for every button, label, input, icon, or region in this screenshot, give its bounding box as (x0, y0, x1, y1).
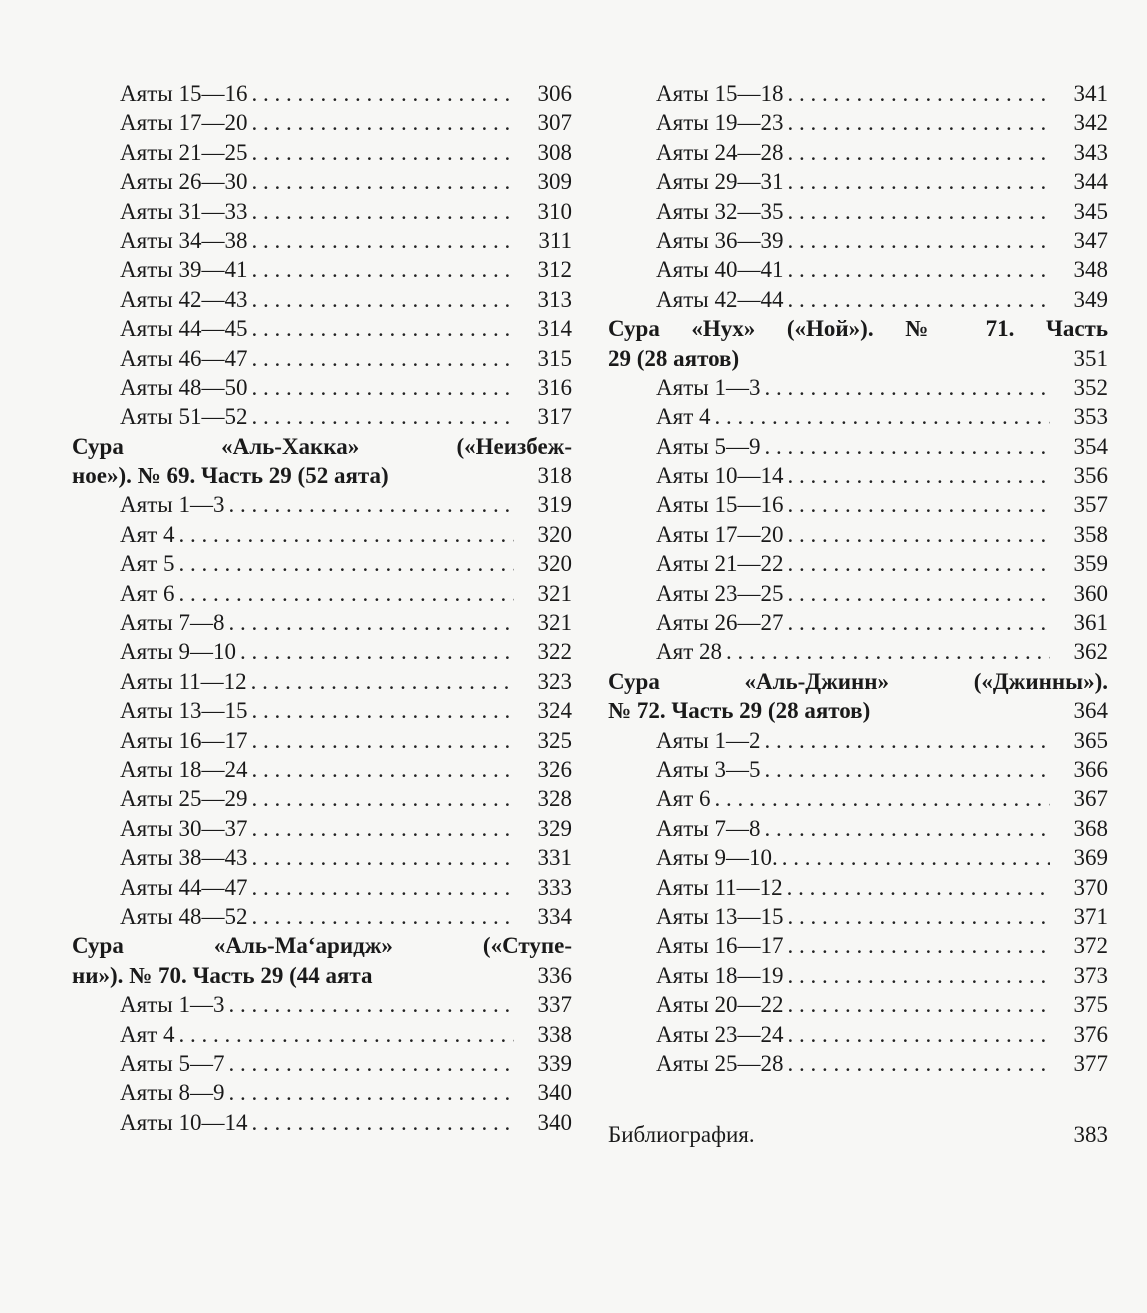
toc-entry-label: Аяты 15—16 (120, 81, 248, 106)
toc-entry-label: Аяты 9—10 (120, 639, 236, 665)
toc-entry-label: Аят 4 (656, 404, 711, 430)
toc-entry (72, 373, 572, 402)
toc-page-number: 364 (1073, 698, 1108, 724)
toc-entry (72, 79, 572, 108)
toc-page-number: 309 (537, 169, 572, 195)
toc-page-number: 344 (1073, 169, 1108, 195)
toc-leader-dots (764, 373, 1050, 402)
toc-entry-label: Аяты 13—15 (120, 698, 248, 724)
toc-entry (72, 226, 572, 255)
toc-leader-dots (251, 79, 514, 108)
toc-entry-label: Аяты 18—24 (120, 756, 248, 782)
toc-leader-dots (787, 167, 1050, 196)
toc-page-number: 362 (1073, 639, 1108, 665)
toc-page-number: 338 (537, 1021, 572, 1047)
toc-page-number: 333 (537, 874, 572, 900)
toc-leader-dots (787, 520, 1050, 549)
toc-entry-label: Аяты 16—17 (120, 727, 248, 753)
toc-page-number: 326 (537, 756, 572, 782)
toc-entry (72, 285, 572, 314)
toc-leader-dots (764, 814, 1050, 843)
toc-page-number: 358 (1073, 521, 1108, 547)
toc-page-number: 318 (537, 463, 572, 489)
toc-leader-dots (787, 255, 1050, 284)
toc-entry (72, 402, 572, 431)
toc-page-number: 377 (1073, 1050, 1108, 1076)
toc-page-number: 343 (1073, 139, 1108, 165)
toc-leader-dots (787, 608, 1050, 637)
toc-entry-label: Аяты 42—43 (120, 286, 248, 312)
toc-leader-dots (251, 197, 514, 226)
toc-entry (608, 1020, 1108, 1049)
toc-page-number: 324 (537, 698, 572, 724)
toc-entry-label: Аят 5 (120, 551, 175, 577)
bibliography-label: Библиография. (608, 1121, 755, 1147)
toc-entry (608, 432, 1108, 461)
toc-leader-dots (787, 990, 1050, 1019)
toc-entry-label: Аяты 21—25 (120, 139, 248, 165)
toc-page-number: 337 (537, 992, 572, 1018)
toc-leader-dots (251, 167, 514, 196)
toc-entry (608, 755, 1108, 784)
toc-entry (608, 167, 1108, 196)
toc-entry (72, 490, 572, 519)
toc-leader-dots (726, 637, 1050, 666)
toc-entry (72, 667, 572, 696)
toc-entry-label: Аяты 30—37 (120, 815, 248, 841)
toc-page-number: 314 (537, 316, 572, 342)
toc-page-number: 316 (537, 374, 572, 400)
sura-heading-line: Сура «Аль-Хакка» («Неизбеж- (72, 433, 572, 459)
toc-entry-label: Аяты 1—2 (656, 727, 761, 753)
sura-heading-line (72, 461, 572, 490)
toc-entry-label: Аяты 13—15 (656, 903, 784, 929)
toc-entry-label: Аят 4 (120, 521, 175, 547)
toc-entry-label: Аяты 48—50 (120, 374, 248, 400)
toc-leader-dots (787, 226, 1050, 255)
toc-leader-dots (228, 1078, 514, 1107)
toc-page-number: 313 (537, 286, 572, 312)
toc-page-number: 321 (537, 610, 572, 636)
toc-leader-dots (764, 755, 1050, 784)
toc-entry (72, 197, 572, 226)
sura-heading-line (72, 961, 572, 990)
toc-page-number: 328 (537, 786, 572, 812)
toc-entry (608, 79, 1108, 108)
toc-leader-dots (251, 755, 514, 784)
toc-page-number: 319 (537, 492, 572, 518)
toc-leader-dots (251, 402, 514, 431)
toc-entry (72, 579, 572, 608)
toc-entry (608, 637, 1108, 666)
toc-entry (72, 520, 572, 549)
toc-entry (608, 784, 1108, 813)
toc-leader-dots (251, 226, 514, 255)
toc-page-number: 325 (537, 727, 572, 753)
toc-entry (72, 255, 572, 284)
toc-page-number: 370 (1073, 874, 1108, 900)
toc-leader-dots (787, 197, 1050, 226)
sura-heading-line: Сура «Нух» («Ной»). № 71. Часть (608, 316, 1108, 342)
toc-page-number: 310 (537, 198, 572, 224)
toc-leader-dots (251, 255, 514, 284)
toc-page-number: 369 (1073, 845, 1108, 871)
toc-entry-label: Аяты 7—8 (656, 815, 761, 841)
toc-entry (608, 814, 1108, 843)
toc-entry-label: Аяты 9—10. (656, 845, 778, 871)
toc-leader-dots (251, 696, 514, 725)
toc-page-number: 357 (1073, 492, 1108, 518)
toc-leader-dots (179, 520, 515, 549)
toc-leader-dots (251, 873, 514, 902)
toc-leader-dots (764, 726, 1050, 755)
toc-entry (608, 579, 1108, 608)
toc-leader-dots (240, 637, 514, 666)
toc-leader-dots (228, 490, 514, 519)
toc-leader-dots (228, 990, 514, 1019)
toc-leader-dots (179, 579, 515, 608)
toc-page-number: 317 (537, 404, 572, 430)
sura-heading-line: Сура «Аль-Джинн» («Джинны»). (608, 668, 1108, 694)
toc-page-number: 361 (1073, 610, 1108, 636)
toc-entry-label: Аяты 1—3 (120, 492, 225, 518)
toc-entry (608, 402, 1108, 431)
toc-entry-label: Аяты 40—41 (656, 257, 784, 283)
toc-page-number: 321 (537, 580, 572, 606)
toc-entry-label: Аяты 26—30 (120, 169, 248, 195)
toc-entry-label: Аяты 5—9 (656, 433, 761, 459)
toc-entry-label: Аяты 11—12 (656, 874, 783, 900)
toc-entry-label: Аяты 10—14 (120, 1109, 248, 1135)
toc-entry (72, 726, 572, 755)
toc-leader-dots (787, 490, 1050, 519)
toc-page-number: 354 (1073, 433, 1108, 459)
toc-entry (72, 990, 572, 1019)
toc-leader-dots (228, 608, 514, 637)
toc-entry (72, 138, 572, 167)
toc-page-number: 351 (1073, 345, 1108, 371)
sura-heading-text: 29 (28 аятов) (608, 345, 740, 371)
toc-leader-dots (228, 1049, 514, 1078)
toc-entry-label: Аяты 51—52 (120, 404, 248, 430)
toc-entry (608, 373, 1108, 402)
toc-leader-dots (787, 961, 1050, 990)
toc-entry (608, 490, 1108, 519)
toc-entry-label: Аяты 11—12 (120, 668, 247, 694)
toc-entry-label: Аяты 34—38 (120, 227, 248, 253)
toc-entry (72, 873, 572, 902)
toc-page-number: 307 (537, 110, 572, 136)
toc-entry (72, 755, 572, 784)
sura-heading-line (608, 344, 1108, 373)
toc-page-number: 371 (1073, 903, 1108, 929)
toc-entry-label: Аяты 32—35 (656, 198, 784, 224)
toc-leader-dots (251, 138, 514, 167)
toc-page-number: 308 (537, 139, 572, 165)
toc-entry-label: Аяты 31—33 (120, 198, 248, 224)
toc-page-number: 320 (537, 551, 572, 577)
toc-leader-dots (179, 1020, 515, 1049)
toc-entry-label: Аяты 26—27 (656, 610, 784, 636)
toc-page-number: 366 (1073, 756, 1108, 782)
toc-leader-dots (787, 108, 1050, 137)
toc-column-right (608, 79, 1108, 1149)
toc-entry-label: Аяты 8—9 (120, 1080, 225, 1106)
sura-heading-text: ни»). № 70. Часть 29 (44 аята (72, 962, 373, 988)
toc-page-number: 339 (537, 1050, 572, 1076)
toc-entry-label: Аяты 48—52 (120, 903, 248, 929)
toc-entry-label: Аяты 15—18 (656, 81, 784, 106)
toc-page-number: 323 (537, 668, 572, 694)
toc-leader-dots (787, 461, 1050, 490)
toc-entry-label: Аяты 44—45 (120, 316, 248, 342)
toc-page-number: 320 (537, 521, 572, 547)
toc-leader-dots (251, 843, 514, 872)
toc-page-number: 341 (1073, 81, 1108, 106)
toc-entry (608, 138, 1108, 167)
toc-leader-dots (251, 784, 514, 813)
toc-leader-dots (251, 285, 514, 314)
toc-leader-dots (787, 138, 1050, 167)
toc-leader-dots (787, 79, 1050, 108)
toc-entry-label: Аяты 17—20 (656, 521, 784, 547)
toc-page-number: 315 (537, 345, 572, 371)
toc-entry (608, 843, 1108, 872)
toc-entry (72, 314, 572, 343)
toc-leader-dots (251, 314, 514, 343)
toc-entry (608, 520, 1108, 549)
toc-entry-label: Аяты 44—47 (120, 874, 248, 900)
toc-leader-dots (251, 344, 514, 373)
toc-entry (72, 1020, 572, 1049)
toc-entry (72, 1049, 572, 1078)
toc-page-number: 345 (1073, 198, 1108, 224)
toc-page-number: 368 (1073, 815, 1108, 841)
toc-page-number: 359 (1073, 551, 1108, 577)
toc-entry (72, 549, 572, 578)
toc-entry-label: Аяты 23—24 (656, 1021, 784, 1047)
toc-leader-dots (251, 108, 514, 137)
toc-entry (608, 990, 1108, 1019)
bibliography-entry (608, 1120, 1108, 1149)
toc-page-number: 347 (1073, 227, 1108, 253)
toc-page-number: 340 (537, 1080, 572, 1106)
toc-entry-label: Аяты 15—16 (656, 492, 784, 518)
toc-leader-dots (787, 1020, 1050, 1049)
toc-leader-dots (251, 373, 514, 402)
sura-heading-text: ное»). № 69. Часть 29 (52 аята) (72, 463, 389, 489)
toc-entry (72, 108, 572, 137)
toc-leader-dots (787, 931, 1050, 960)
toc-entry (608, 961, 1108, 990)
toc-leader-dots (251, 814, 514, 843)
toc-entry-label: Аяты 16—17 (656, 933, 784, 959)
toc-page-number: 348 (1073, 257, 1108, 283)
toc-entry-label: Аяты 17—20 (120, 110, 248, 136)
toc-leader-dots (251, 1108, 514, 1137)
toc-entry (608, 285, 1108, 314)
toc-entry-label: Аяты 25—29 (120, 786, 248, 812)
toc-entry-label: Аяты 23—25 (656, 580, 784, 606)
toc-entry-label: Аят 6 (120, 580, 175, 606)
toc-entry (608, 461, 1108, 490)
toc-page-number: 372 (1073, 933, 1108, 959)
toc-entry-label: Аяты 29—31 (656, 169, 784, 195)
toc-page-number: 311 (538, 227, 572, 253)
toc-entry-label: Аяты 18—19 (656, 962, 784, 988)
toc-page-number: 376 (1073, 1021, 1108, 1047)
toc-page-number: 356 (1073, 463, 1108, 489)
toc-entry (72, 608, 572, 637)
toc-entry-label: Аяты 36—39 (656, 227, 784, 253)
toc-entry (72, 843, 572, 872)
toc-entry-label: Аяты 1—3 (120, 992, 225, 1018)
toc-entry (608, 549, 1108, 578)
toc-entry (608, 226, 1108, 255)
toc-leader-dots (782, 843, 1050, 872)
sura-heading-line: Сура «Аль-Ма‘аридж» («Ступе- (72, 933, 572, 959)
toc-page-number: 373 (1073, 962, 1108, 988)
toc-page-number: 375 (1073, 992, 1108, 1018)
toc-entry (72, 814, 572, 843)
toc-leader-dots (251, 902, 514, 931)
sura-heading-text: № 72. Часть 29 (28 аятов) (608, 698, 871, 724)
toc-page-number: 312 (537, 257, 572, 283)
toc-entry (72, 784, 572, 813)
toc-page-number: 360 (1073, 580, 1108, 606)
toc-page-number: 331 (537, 845, 572, 871)
spacer (608, 1078, 1108, 1107)
toc-leader-dots (787, 873, 1050, 902)
toc-entry (608, 726, 1108, 755)
toc-page-number: 367 (1073, 786, 1108, 812)
toc-leader-dots (787, 579, 1050, 608)
toc-entry-label: Аяты 24—28 (656, 139, 784, 165)
toc-leader-dots (764, 432, 1050, 461)
toc-entry-label: Аяты 20—22 (656, 992, 784, 1018)
toc-page-number: 383 (1073, 1121, 1108, 1147)
toc-column-left (72, 79, 572, 1137)
toc-entry-label: Аяты 10—14 (656, 463, 784, 489)
toc-page-number: 365 (1073, 727, 1108, 753)
toc-leader-dots (787, 549, 1050, 578)
toc-leader-dots (715, 784, 1051, 813)
toc-leader-dots (251, 726, 514, 755)
toc-entry (72, 902, 572, 931)
toc-page-number: 342 (1073, 110, 1108, 136)
toc-entry-label: Аяты 46—47 (120, 345, 248, 371)
toc-entry-label: Аят 6 (656, 786, 711, 812)
toc-entry (608, 197, 1108, 226)
toc-page-number: 322 (537, 639, 572, 665)
toc-entry (608, 902, 1108, 931)
toc-entry (72, 1108, 572, 1137)
toc-entry-label: Аяты 38—43 (120, 845, 248, 871)
toc-entry-label: Аяты 25—28 (656, 1050, 784, 1076)
toc-entry-label: Аяты 42—44 (656, 286, 784, 312)
toc-entry-label: Аяты 3—5 (656, 756, 761, 782)
toc-entry (608, 1049, 1108, 1078)
toc-entry (608, 873, 1108, 902)
toc-entry (608, 931, 1108, 960)
toc-entry (72, 696, 572, 725)
toc-entry-label: Аят 4 (120, 1021, 175, 1047)
toc-leader-dots (179, 549, 515, 578)
toc-entry (608, 108, 1108, 137)
toc-page-number: 334 (537, 903, 572, 929)
toc-leader-dots (715, 402, 1051, 431)
toc-page-number: 340 (537, 1109, 572, 1135)
toc-entry (72, 637, 572, 666)
toc-entry-label: Аяты 1—3 (656, 374, 761, 400)
toc-page-number: 336 (537, 962, 572, 988)
toc-entry-label: Аяты 39—41 (120, 257, 248, 283)
toc-entry (72, 1078, 572, 1107)
toc-page-number: 353 (1073, 404, 1108, 430)
toc-entry (72, 344, 572, 373)
toc-entry-label: Аяты 19—23 (656, 110, 784, 136)
toc-leader-dots (251, 667, 514, 696)
toc-entry-label: Аяты 21—22 (656, 551, 784, 577)
toc-leader-dots (787, 902, 1050, 931)
sura-heading-line (608, 696, 1108, 725)
toc-entry-label: Аят 28 (656, 639, 722, 665)
toc-entry-label: Аяты 5—7 (120, 1050, 225, 1076)
toc-page-number: 352 (1073, 374, 1108, 400)
toc-entry (608, 255, 1108, 284)
toc-page-number: 329 (537, 815, 572, 841)
toc-entry (608, 608, 1108, 637)
toc-entry (72, 167, 572, 196)
toc-page-number: 306 (537, 81, 572, 106)
toc-leader-dots (787, 1049, 1050, 1078)
toc-page-number: 349 (1073, 286, 1108, 312)
toc-entry-label: Аяты 7—8 (120, 610, 225, 636)
toc-leader-dots (787, 285, 1050, 314)
